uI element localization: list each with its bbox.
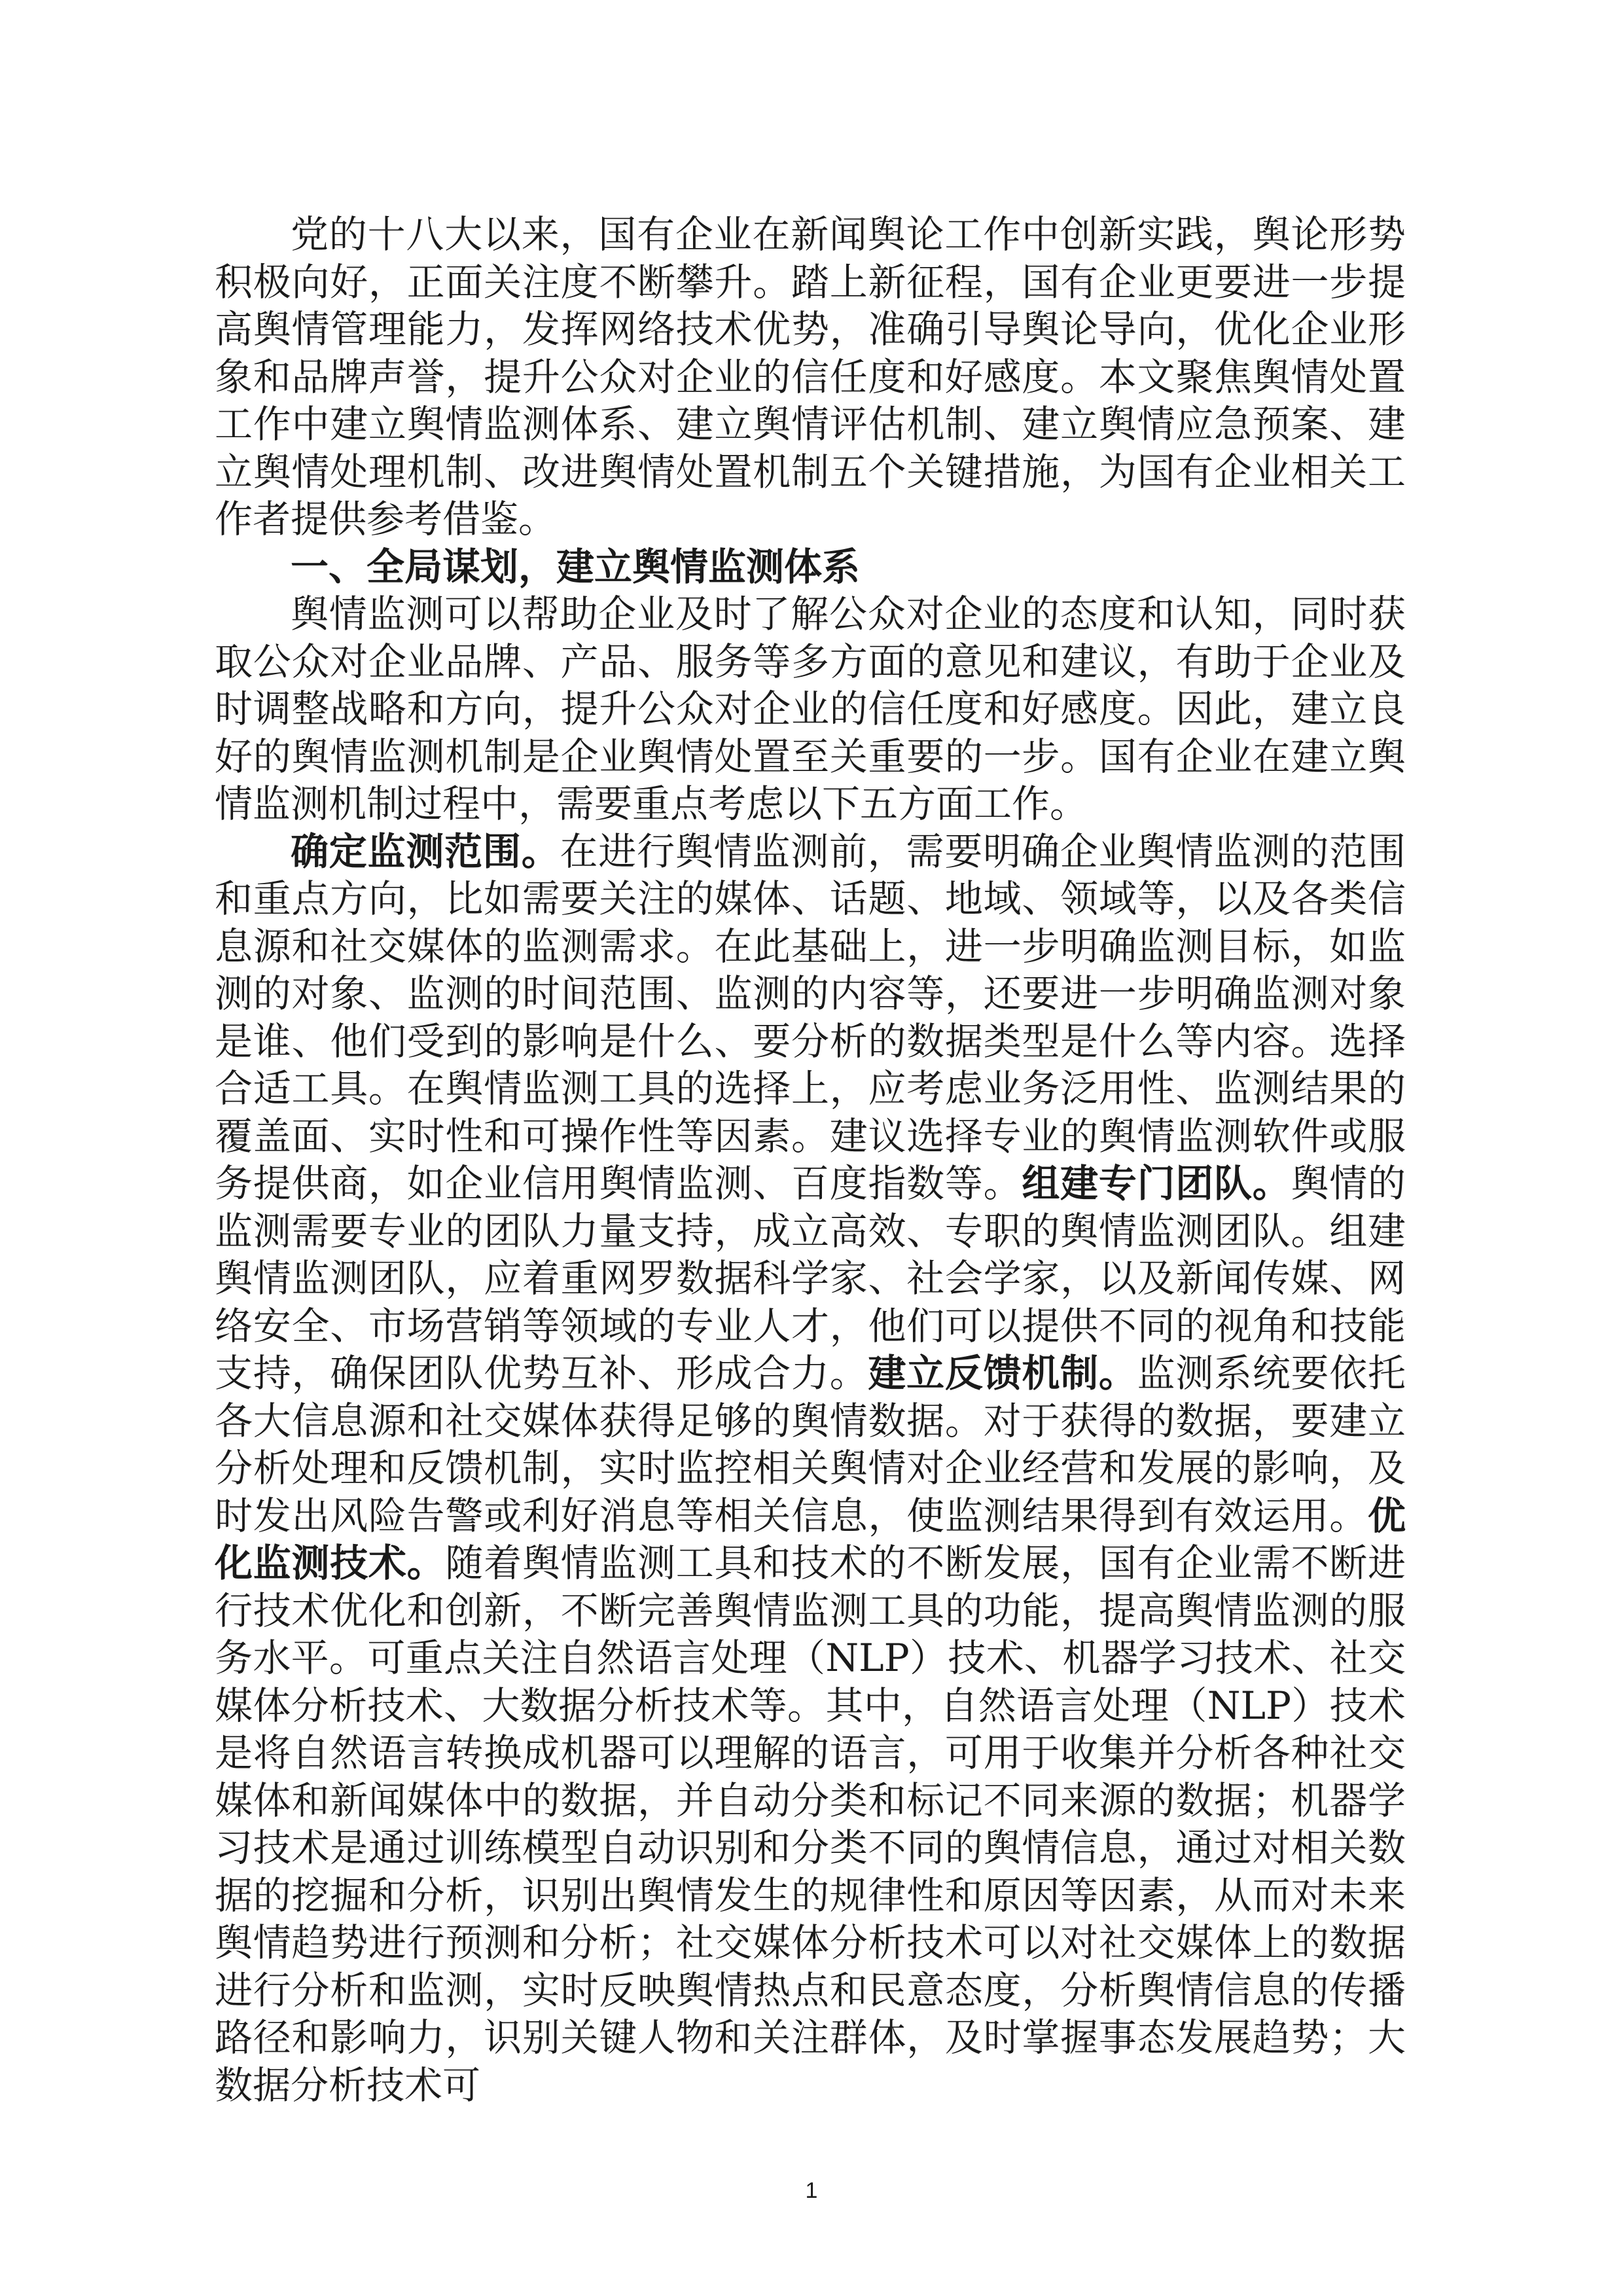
lead-phrase-monitoring-scope: 确定监测范围。 — [291, 829, 560, 874]
page-number: 1 — [805, 2178, 818, 2203]
document-body — [215, 211, 1406, 2109]
intro-paragraph: 党的十八大以来，国有企业在新闻舆论工作中创新实践，舆论形势积极向好，正面关注度不断攀升。踏上新征程，国有企业更要进一步提高舆情管理能力，发挥网络技术优势，准确引导舆论导向，优化企业形象和品牌声誉，提升公众对企业的信任度和好感度。本文聚焦舆情处置工作中建立舆情监测体系、建立舆情评估机制、建立舆情应急预案、建立舆情处理机制、改进舆情处置机制五个关键措施，为国有企业相关工作者提供参考借鉴。 — [215, 212, 1406, 541]
lead-phrase-optimize-technology: 优化监测技术。 — [215, 1493, 1406, 1585]
paragraph-text: 舆情的监测需要专业的团队力量支持，成立高效、专职的舆情监测团队。组建舆情监测团队，应着重网罗数据科学家、社会学家，以及新闻传媒、网络安全、市场营销等领域的专业人才，他们可以提供不同的视角和技能支持，确保团队优势互补、形成合力。 — [215, 1161, 1406, 1395]
section-paragraph-2 — [215, 828, 1406, 2109]
paragraph-text: 监测系统要依托各大信息源和社交媒体获得足够的舆情数据。对于获得的数据，要建立分析处理和反馈机制，实时监控相关舆情对企业经营和发展的影响，及时发出风险告警或利好消息等相关信息，使监测结果得到有效运用。 — [215, 1351, 1406, 1538]
section-heading: 一、全局谋划，建立舆情监测体系 — [291, 544, 861, 589]
paragraph-text: 在进行舆情监测前，需要明确企业舆情监测的范围和重点方向，比如需要关注的媒体、话题、地域、领域等，以及各类信息源和社交媒体的监测需求。在此基础上，进一步明确监测目标，如监测的对象、监测的时间范围、监测的内容等，还要进一步明确监测对象是谁、他们受到的影响是什么、要分析的数据类型是什么等内容。选择合适工具。在舆情监测工具的选择上，应考虑业务泛用性、监测结果的覆盖面、实时性和可操作性等因素。建议选择专业的舆情监测软件或服务提供商，如企业信用舆情监测、百度指数等。 — [215, 829, 1406, 1206]
lead-phrase-dedicated-team: 组建专门团队。 — [1022, 1161, 1291, 1206]
section-paragraph-1: 舆情监测可以帮助企业及时了解公众对企业的态度和认知，同时获取公众对企业品牌、产品、服务等多方面的意见和建议，有助于企业及时调整战略和方向，提升公众对企业的信任度和好感度。因此，建立良好的舆情监测机制是企业舆情处置至关重要的一步。国有企业在建立舆情监测机制过程中，需要重点考虑以下五方面工作。 — [215, 592, 1406, 826]
paragraph-text: 随着舆情监测工具和技术的不断发展，国有企业需不断进行技术优化和创新，不断完善舆情监测工具的功能，提高舆情监测的服务水平。可重点关注自然语言处理（NLP）技术、机器学习技术、社交媒体分析技术、大数据分析技术等。其中，自然语言处理（NLP）技术是将自然语言转换成机器可以理解的语言，可用于收集并分析各种社交媒体和新闻媒体中的数据，并自动分类和标记不同来源的数据；机器学习技术是通过训练模型自动识别和分类不同的舆情信息，通过对相关数据的挖掘和分析，识别出舆情发生的规律性和原因等因素，从而对未来舆情趋势进行预测和分析；社交媒体分析技术可以对社交媒体上的数据进行分析和监测，实时反映舆情热点和民意态度，分析舆情信息的传播路径和影响力，识别关键人物和关注群体，及时掌握事态发展趋势；大数据分析技术可 — [215, 1541, 1406, 2108]
lead-phrase-feedback-mechanism: 建立反馈机制。 — [868, 1351, 1137, 1395]
